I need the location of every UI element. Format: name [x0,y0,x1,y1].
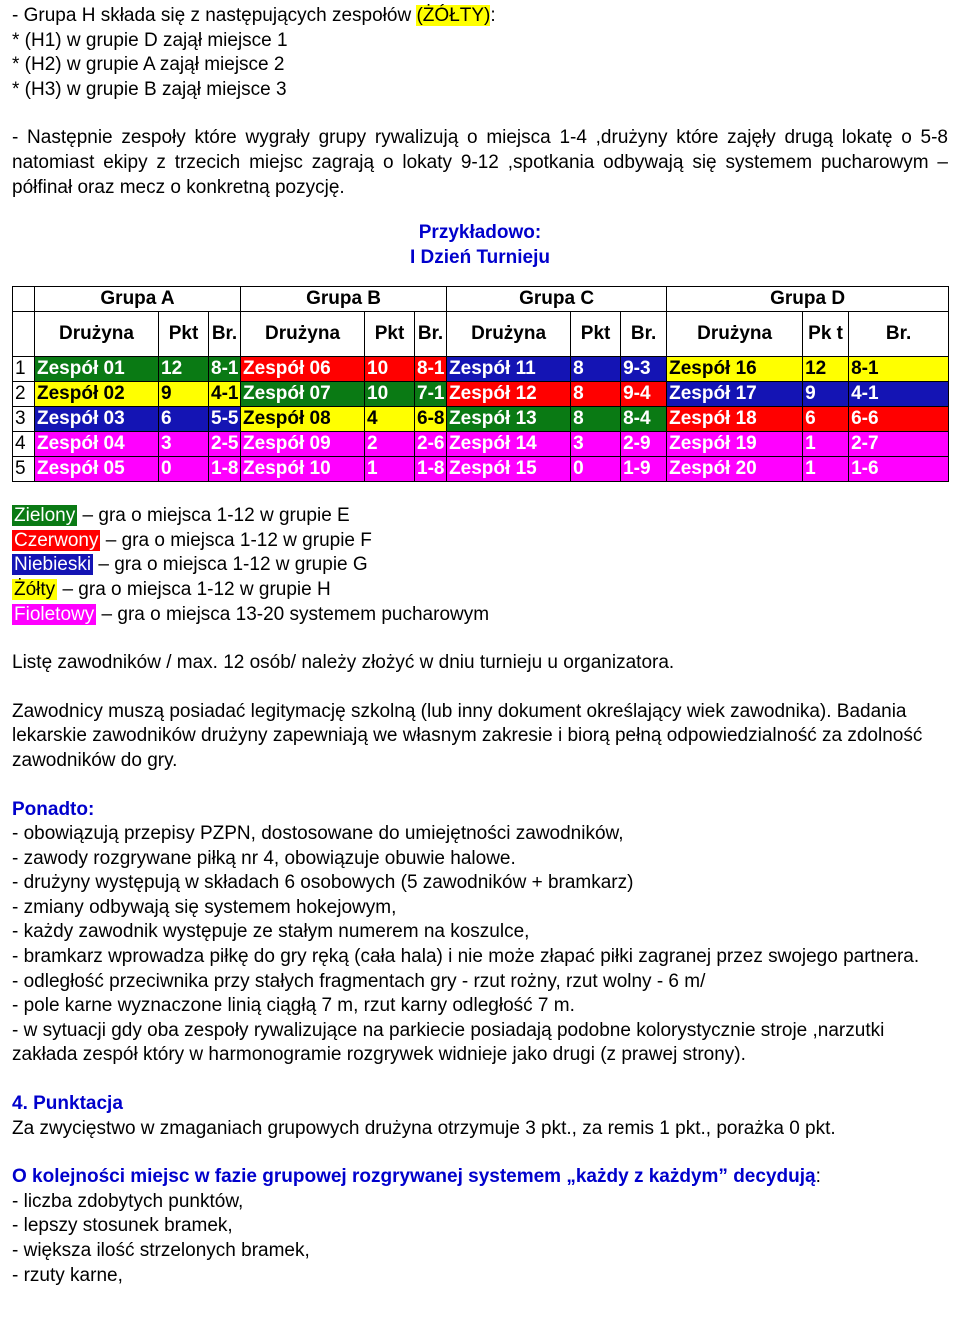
team-cell: Zespół 05 [35,457,159,482]
row-number: 2 [13,382,35,407]
goals-cell: 8-1 [415,357,447,382]
points-cell: 1 [803,432,849,457]
team-cell: Zespół 16 [667,357,803,382]
intro-item: * (H3) w grupie B zajął miejsce 3 [12,78,287,100]
team-cell: Zespół 11 [447,357,571,382]
points-cell: 12 [159,357,209,382]
color-legend [12,504,948,627]
list-item: - lepszy stosunek bramek, [12,1215,233,1237]
points-cell: 0 [571,457,621,482]
points-cell: 9 [159,382,209,407]
goals-cell: 9-3 [621,357,667,382]
col-pkt-header: Pkt [571,312,621,357]
table-row [13,357,949,382]
goals-cell: 4-1 [849,382,949,407]
table-row [13,432,949,457]
goals-cell: 1-6 [849,457,949,482]
list-item: - odległość przeciwnika przy stałych fragmentach gry - rzut rożny, rzut wolny - 6 m/ [12,970,706,992]
legend-color-tag: Zielony [14,505,76,527]
list-item: - zmiany odbywają się systemem hokejowym, [12,896,397,918]
legend-item [12,529,948,554]
legend-text: – gra o miejsca 13-20 systemem pucharowym [96,603,490,625]
goals-cell: 9-4 [621,382,667,407]
ordering-title-line [12,1165,948,1190]
intro-item: * (H2) w grupie A zajął miejsce 2 [12,54,285,76]
goals-cell: 2-9 [621,432,667,457]
list-item: - rzuty karne, [12,1264,123,1286]
punktacja-text: Za zwycięstwo w zmaganiach grupowych drużyna otrzymuje 3 pkt., za remis 1 pkt., porażka 0 pkt. [12,1117,836,1139]
points-cell: 1 [803,457,849,482]
points-cell: 8 [571,407,621,432]
col-br-header: Br. [415,312,447,357]
col-team-header: Drużyna [35,312,159,357]
goals-cell: 7-1 [415,382,447,407]
groups-table-body [13,357,949,482]
points-cell: 6 [803,407,849,432]
column-headers-row [13,312,949,357]
legend-color-tag: Niebieski [14,554,92,576]
list-item: - bramkarz wprowadza piłkę do gry ręką (cała hala) i nie może złapać piłki zagranej przez swojego partnera. [12,946,920,968]
col-team-header: Drużyna [447,312,571,357]
team-cell: Zespół 02 [35,382,159,407]
points-cell: 2 [365,432,415,457]
goals-cell: 4-1 [209,382,241,407]
col-team-header: Drużyna [241,312,365,357]
points-cell: 3 [571,432,621,457]
goals-cell: 8-1 [209,357,241,382]
team-cell: Zespół 09 [241,432,365,457]
group-b-header: Grupa B [241,287,447,312]
legend-text: – gra o miejsca 1-12 w grupie E [77,505,350,527]
legend-item [12,504,948,529]
table-row [13,382,949,407]
group-names-row [13,287,949,312]
table-row [13,457,949,482]
legend-color-tag: Czerwony [14,529,99,551]
groups-table [12,286,949,482]
points-cell: 0 [159,457,209,482]
legend-item [12,603,948,628]
team-cell: Zespół 03 [35,407,159,432]
col-br-header: Br. [849,312,949,357]
ordering-title-suffix: : [815,1166,821,1188]
roster-note: Listę zawodników / max. 12 osób/ należy złożyć w dniu turnieju u organizatora. [12,652,675,674]
team-cell: Zespół 07 [241,382,365,407]
row-number: 5 [13,457,35,482]
document-page [12,4,948,1288]
list-item: - obowiązują przepisy PZPN, dostosowane do umiejętności zawodników, [12,823,624,845]
ordering-list [12,1190,948,1288]
goals-cell: 6-8 [415,407,447,432]
goals-cell: 1-8 [209,457,241,482]
col-pkt-header: Pkt [159,312,209,357]
team-cell: Zespół 01 [35,357,159,382]
list-item: - zawody rozgrywane piłką nr 4, obowiązuje obuwie halowe. [12,847,516,869]
col-br-header: Br. [621,312,667,357]
team-cell: Zespół 04 [35,432,159,457]
goals-cell: 8-4 [621,407,667,432]
goals-cell: 1-8 [415,457,447,482]
team-cell: Zespół 17 [667,382,803,407]
row-number: 4 [13,432,35,457]
points-cell: 4 [365,407,415,432]
list-item: - liczba zdobytych punktów, [12,1190,244,1212]
group-d-header: Grupa D [667,287,949,312]
goals-cell: 6-6 [849,407,949,432]
row-number: 1 [13,357,35,382]
group-a-header: Grupa A [35,287,241,312]
example-title: Przykładowo: [418,222,542,244]
team-cell: Zespół 08 [241,407,365,432]
points-cell: 8 [571,382,621,407]
intro-item: * (H1) w grupie D zajął miejsce 1 [12,29,288,51]
ponadto-list [12,822,948,1068]
corner-cell [13,287,35,312]
points-cell: 10 [365,357,415,382]
list-item: - pole karne wyznaczone linią ciągłą 7 m, rzut karny odległość 7 m. [12,995,575,1017]
group-c-header: Grupa C [447,287,667,312]
legend-text: – gra o miejsca 1-12 w grupie F [100,529,372,551]
corner-cell [13,312,35,357]
points-cell: 8 [571,357,621,382]
team-cell: Zespół 18 [667,407,803,432]
ponadto-title: Ponadto: [12,798,95,820]
team-cell: Zespół 15 [447,457,571,482]
team-cell: Zespół 06 [241,357,365,382]
list-item: - większa ilość strzelonych bramek, [12,1240,310,1261]
legend-text: – gra o miejsca 1-12 w grupie H [57,578,331,600]
goals-cell: 1-9 [621,457,667,482]
team-cell: Zespół 19 [667,432,803,457]
intro-prefix: - Grupa H składa się z następujących zespołów [12,5,417,26]
ordering-title: O kolejności miejsc w fazie grupowej rozgrywanej systemem „każdy z każdym” decydują [12,1166,816,1188]
intro-highlight-yellow: (ŻÓŁTY) [416,5,491,26]
legend-item [12,578,948,603]
intro-suffix: : [490,5,496,26]
table-row [13,407,949,432]
col-team-header: Drużyna [667,312,803,357]
example-subtitle: I Dzień Turnieju [409,247,551,269]
team-cell: Zespół 12 [447,382,571,407]
team-cell: Zespół 14 [447,432,571,457]
points-cell: 6 [159,407,209,432]
list-item: - każdy zawodnik występuje ze stałym numerem na koszulce, [12,921,530,943]
goals-cell: 2-5 [209,432,241,457]
legend-item [12,553,948,578]
goals-cell: 8-1 [849,357,949,382]
goals-cell: 2-6 [415,432,447,457]
col-pkt-header: Pkt [365,312,415,357]
punktacja-title: 4. Punktacja [12,1093,123,1115]
points-cell: 10 [365,382,415,407]
col-pkt-header: Pk t [803,312,849,357]
points-cell: 9 [803,382,849,407]
legend-color-tag: Żółty [14,578,56,600]
list-item: - drużyny występują w składach 6 osobowych (5 zawodników + bramkarz) [12,872,634,894]
row-number: 3 [13,407,35,432]
next-paragraph: - Następnie zespoły które wygrały grupy rywalizują o miejsca 1-4 ,drużyny które zajęły drugą lokatę o 5-8 natomiast ekipy z trzecich miejsc zagrają o lokaty 9-12 ,spotkania odbywają się systemem pucharowym – półfinał oraz mecz o konkretną pozycję. [12,127,948,198]
points-cell: 12 [803,357,849,382]
team-cell: Zespół 20 [667,457,803,482]
goals-cell: 2-7 [849,432,949,457]
points-cell: 3 [159,432,209,457]
list-item: - w sytuacji gdy oba zespoły rywalizujące na parkiecie posiadają podobne kolorystycznie stroje ,narzutki zakłada zespół który w harmonogramie rozgrywek widnieje jako drugi (z prawej strony). [12,1019,885,1066]
legend-color-tag: Fioletowy [14,603,95,625]
intro-line-1 [12,4,948,29]
team-cell: Zespół 13 [447,407,571,432]
goals-cell: 5-5 [209,407,241,432]
points-cell: 1 [365,457,415,482]
col-br-header: Br. [209,312,241,357]
legitimation-paragraph: Zawodnicy muszą posiadać legitymację szkolną (lub inny dokument określający wiek zawodnika). Badania lekarskie zawodników drużyny zapewniają we własnym zakresie i biorą pełną odpowiedzialność za zdolność zawodników do gry. [12,700,923,771]
legend-text: – gra o miejsca 1-12 w grupie G [93,554,368,576]
team-cell: Zespół 10 [241,457,365,482]
